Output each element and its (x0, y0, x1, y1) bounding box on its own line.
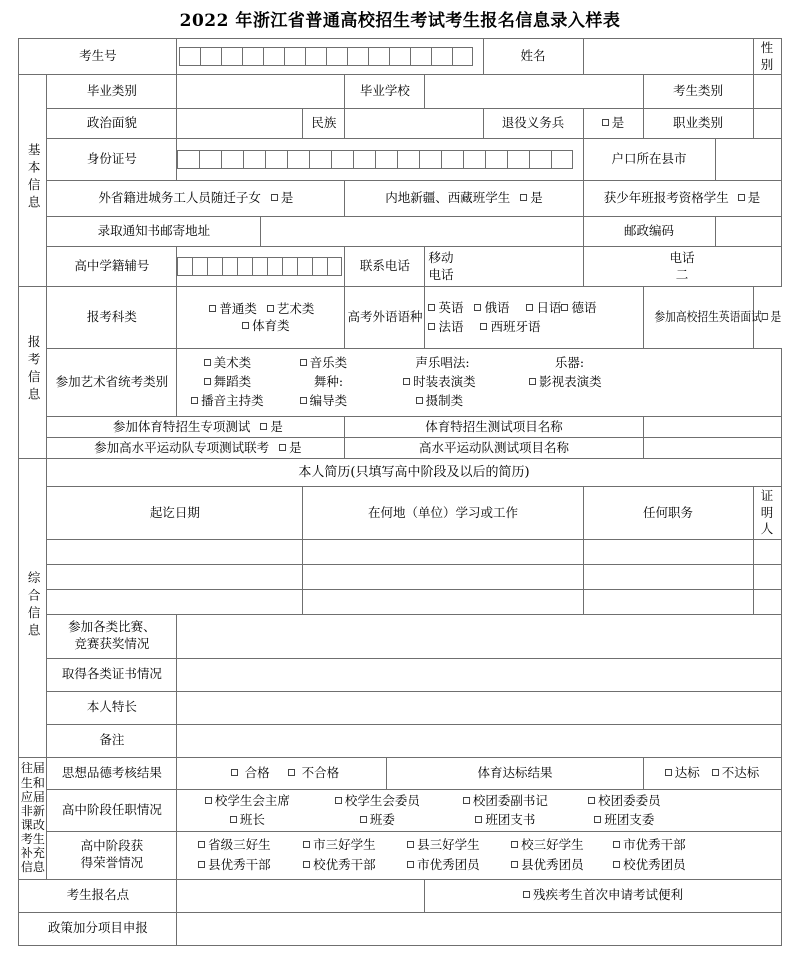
checkbox-icon[interactable] (561, 304, 568, 311)
honor-option-8-label: 县优秀团员 (521, 857, 584, 872)
honor-option-7-label: 市优秀团员 (417, 857, 480, 872)
id-number-boxes[interactable] (177, 150, 580, 169)
honor-option-2-label: 县三好学生 (417, 837, 480, 852)
student-no-label: 高中学籍辅号 (47, 247, 177, 287)
checkbox-icon[interactable] (712, 769, 719, 776)
sport-special-item-value[interactable] (643, 417, 781, 438)
resume-cell-witness[interactable] (753, 564, 781, 589)
checkbox-icon[interactable] (242, 322, 249, 329)
resume-cell-place[interactable] (303, 539, 583, 564)
art-option-dance[interactable] (181, 373, 273, 392)
highlevel-label: 参加高水平运动队专项测试联考 (94, 439, 270, 455)
migrant-label: 外省籍进城务工人员随迁子女 (98, 190, 261, 206)
policy-label: 政策加分项目申报 (19, 912, 177, 945)
moral-option-fail-label: 不合格 (301, 764, 340, 780)
row-sport-special (19, 417, 781, 438)
resume-cell-witness[interactable] (753, 589, 781, 614)
sport-special-item-label: 体育特招生测试项目名称 (345, 417, 643, 438)
honor-option-9[interactable] (599, 855, 699, 875)
row-honors (19, 831, 781, 879)
art-option-director[interactable] (273, 392, 373, 411)
resume-header-date: 起讫日期 (47, 487, 303, 540)
honor-option-8[interactable] (495, 855, 599, 875)
foreign-lang-label: 高考外语语种 (345, 287, 425, 349)
resume-cell-place[interactable] (303, 564, 583, 589)
post-col1 (181, 791, 313, 830)
art-option-film[interactable] (505, 373, 625, 392)
checkbox-icon[interactable] (428, 323, 435, 330)
resume-cell-post[interactable] (583, 539, 753, 564)
honor-option-0-label: 省级三好生 (208, 837, 271, 852)
checkbox-icon[interactable] (480, 323, 487, 330)
honor-option-4[interactable] (599, 835, 699, 855)
checkbox-icon[interactable] (205, 797, 212, 804)
resume-row (19, 539, 781, 564)
lang-option-3-label: 德语 (571, 300, 597, 316)
name-label: 姓名 (483, 39, 583, 75)
art-option-shoot[interactable] (373, 392, 505, 411)
row-policy-bonus (19, 912, 781, 945)
checkbox-icon[interactable] (511, 861, 518, 868)
checkbox-icon[interactable] (204, 378, 211, 385)
art-instrument-label: 乐器: (554, 355, 585, 371)
lang-option-5[interactable] (480, 318, 540, 336)
checkbox-icon[interactable] (416, 397, 423, 404)
political-label: 政治面貌 (47, 109, 177, 139)
subject-option-2-label: 体育类 (252, 317, 290, 333)
checkbox-icon[interactable] (335, 797, 342, 804)
honor-option-2[interactable] (391, 835, 495, 855)
resume-cell-post[interactable] (583, 564, 753, 589)
art-options-cell[interactable] (177, 349, 781, 417)
checkbox-icon[interactable] (360, 816, 367, 823)
section-label-supplement: 往届生和应届非新课改考生补充信息 (20, 761, 45, 875)
mail-addr-label: 录取通知书邮寄地址 (47, 217, 261, 247)
row-student-number (19, 247, 781, 287)
talent-label: 本人特长 (47, 691, 177, 724)
phone2-label-line1: 电话 (669, 249, 695, 265)
subject-options-cell[interactable] (177, 287, 345, 349)
highlevel-item-label: 高水平运动队测试项目名称 (345, 438, 643, 459)
art-option-music-label: 音乐类 (309, 355, 348, 371)
resume-cell-date[interactable] (47, 539, 303, 564)
award-label (47, 614, 177, 658)
art-option-broadcast[interactable] (181, 392, 273, 411)
resume-header-witness: 证明人 (753, 487, 781, 540)
political-value[interactable] (177, 109, 303, 139)
subject-option-1-label: 艺术类 (276, 301, 315, 316)
section-label-apply: 报考信息 (26, 335, 42, 406)
lang-option-2-label: 日语 (536, 300, 562, 316)
art-option-film-label: 影视表演类 (539, 374, 602, 390)
post-option-6[interactable] (441, 810, 569, 829)
lang-option-1-label: 俄语 (484, 300, 510, 316)
subject-label-text: 报考科类 (86, 309, 137, 325)
art-options-col4 (505, 354, 625, 410)
section-label-apply-cell (19, 287, 47, 459)
checkbox-icon[interactable] (288, 769, 295, 776)
site-label: 考生报名点 (19, 879, 177, 912)
highlevel-yes: 是 (289, 439, 302, 455)
section-label-comprehensive: 综合信息 (26, 570, 42, 641)
grad-school-label: 毕业学校 (345, 75, 425, 109)
exam-no-boxes[interactable] (179, 47, 480, 66)
highlevel-item-value[interactable] (643, 438, 781, 459)
row-remark (19, 724, 781, 757)
checkbox-icon[interactable] (613, 841, 620, 848)
honor-option-5[interactable] (181, 855, 287, 875)
row-resume-title (19, 459, 781, 487)
checkbox-icon[interactable] (523, 891, 530, 898)
sport-special-yes: 是 (270, 418, 283, 434)
youth-yes-label: 是 (747, 190, 761, 206)
checkbox-icon[interactable] (475, 816, 482, 823)
art-options-col2 (273, 354, 373, 410)
honor-label-line1: 高中阶段获 (80, 838, 144, 854)
post-col3 (441, 791, 569, 830)
checkbox-icon[interactable] (428, 304, 435, 311)
art-option-dance-label: 舞蹈类 (213, 374, 252, 390)
post-col4 (569, 791, 679, 830)
art-option-director-label: 编导类 (309, 392, 348, 408)
award-label-line2: 竞赛获奖情况 (74, 636, 150, 651)
section-label-basic-cell (19, 75, 47, 287)
name-value[interactable] (583, 39, 753, 75)
art-option-fashion[interactable] (373, 373, 505, 392)
migrant-yes-label: 是 (280, 190, 294, 206)
disabled-checkbox-cell[interactable] (425, 879, 781, 912)
policy-value[interactable] (177, 912, 781, 945)
checkbox-icon[interactable] (300, 397, 307, 404)
veteran-checkbox[interactable] (583, 109, 643, 139)
exam-no-boxes-cell[interactable] (177, 39, 483, 75)
hukou-label: 户口所在县市 (583, 139, 715, 181)
honor-label-line2: 得荣誉情况 (80, 855, 144, 870)
phone2-cell[interactable] (583, 247, 781, 287)
row-special-categories (19, 181, 781, 217)
mobile-phone-cell[interactable] (425, 247, 583, 287)
honor-option-1-label: 市三好学生 (313, 837, 376, 852)
checkbox-icon[interactable] (526, 304, 533, 311)
id-label: 身份证号 (47, 139, 177, 181)
honor-option-4-label: 市优秀干部 (623, 837, 686, 852)
row-awards (19, 614, 781, 658)
id-boxes-cell[interactable] (177, 139, 583, 181)
post-label: 高中阶段任职情况 (47, 789, 177, 831)
student-no-boxes[interactable] (177, 257, 342, 276)
post-option-4[interactable] (181, 810, 313, 829)
art-option-broadcast-label: 播音主持类 (201, 392, 264, 408)
post-option-2-label: 校团委副书记 (472, 792, 548, 808)
post-option-3-label: 校团委委员 (598, 792, 661, 808)
veteran-yes-label: 是 (611, 115, 625, 131)
talent-value[interactable] (177, 691, 781, 724)
pe-label: 体育达标结果 (387, 757, 643, 789)
art-options-col3 (373, 354, 505, 410)
section-label-comprehensive-cell (19, 459, 47, 758)
checkbox-icon[interactable] (204, 359, 211, 366)
checkbox-icon[interactable] (602, 119, 609, 126)
post-option-0-label: 校学生会主席 (214, 792, 290, 808)
subject-option-0[interactable] (209, 301, 257, 316)
row-high-level-team (19, 438, 781, 459)
art-option-fine-art[interactable] (181, 354, 273, 373)
resume-cell-post[interactable] (583, 589, 753, 614)
gender-label: 性别 (753, 39, 781, 75)
phone2-label-line2: 二 (675, 266, 689, 282)
post-options-cell[interactable] (177, 789, 781, 831)
checkbox-icon[interactable] (403, 378, 410, 385)
cand-type-value[interactable] (753, 75, 781, 109)
pe-option-pass-label: 达标 (674, 764, 700, 780)
row-graduation (19, 75, 781, 109)
foreign-lang-options-cell[interactable] (425, 287, 643, 349)
moral-option-fail[interactable] (288, 765, 340, 780)
honor-option-7[interactable] (391, 855, 495, 875)
mobile-label-line1: 移动 (428, 249, 454, 265)
resume-title: 本人简历(只填写高中阶段及以后的简历) (47, 459, 781, 487)
moral-option-pass[interactable] (231, 765, 270, 780)
pe-option-fail-label: 不达标 (721, 764, 760, 780)
resume-row (19, 564, 781, 589)
cand-type-label: 考生类别 (643, 75, 753, 109)
honor-col3 (391, 835, 495, 875)
checkbox-icon[interactable] (209, 305, 216, 312)
honor-col4 (495, 835, 599, 875)
art-option-music[interactable] (273, 354, 373, 373)
checkbox-icon[interactable] (407, 861, 414, 868)
honor-option-6-label: 校优秀干部 (313, 857, 376, 872)
checkbox-icon[interactable] (279, 444, 286, 451)
highlevel-cell[interactable] (47, 438, 345, 459)
youth-label: 获少年班报考资格学生 (603, 190, 729, 206)
art-option-shoot-label: 摄制类 (425, 392, 464, 408)
subject-option-2[interactable] (242, 318, 290, 333)
lang-option-0-label: 英语 (438, 300, 464, 316)
lang-option-1[interactable] (474, 299, 526, 317)
honor-options-cell[interactable] (177, 831, 781, 879)
honor-option-3-label: 校三好学生 (521, 837, 584, 852)
site-value[interactable] (177, 879, 425, 912)
honor-option-5-label: 县优秀干部 (208, 857, 271, 872)
lang-option-4-label: 法语 (438, 318, 464, 334)
migrant-checkbox-cell[interactable] (47, 181, 345, 217)
xinjiang-label: 内地新疆、西藏班学生 (385, 190, 511, 206)
row-moral-pe (19, 757, 781, 789)
resume-header-place: 在何地（单位）学习或工作 (303, 487, 583, 540)
row-positions (19, 789, 781, 831)
row-resume-headers (19, 487, 781, 540)
resume-header-post: 任何职务 (583, 487, 753, 540)
lang-option-4[interactable] (428, 318, 480, 336)
contact-label: 联系电话 (345, 247, 425, 287)
remark-label: 备注 (47, 724, 177, 757)
english-interview-cell[interactable] (643, 287, 781, 349)
youth-checkbox-cell[interactable] (583, 181, 781, 217)
checkbox-icon[interactable] (594, 816, 601, 823)
row-exam-site (19, 879, 781, 912)
checkbox-icon[interactable] (300, 359, 307, 366)
post-option-5-label: 班委 (369, 812, 395, 827)
section-label-basic: 基本信息 (26, 143, 42, 214)
sport-special-cell[interactable] (47, 417, 345, 438)
honor-option-9-label: 校优秀团员 (623, 857, 686, 872)
resume-cell-place[interactable] (303, 589, 583, 614)
lang-option-2[interactable] (526, 299, 561, 317)
resume-cell-date[interactable] (47, 564, 303, 589)
checkbox-icon[interactable] (191, 397, 198, 404)
veteran-label: 退役义务兵 (483, 109, 583, 139)
honor-option-3[interactable] (495, 835, 599, 855)
postcode-label: 邮政编码 (583, 217, 715, 247)
english-interview-yes: 是 (769, 309, 781, 325)
honor-col5 (599, 835, 699, 875)
art-option-fine-art-label: 美术类 (213, 355, 252, 371)
resume-cell-witness[interactable] (753, 539, 781, 564)
ethnic-value[interactable] (345, 109, 483, 139)
cert-label: 取得各类证书情况 (47, 658, 177, 691)
checkbox-icon[interactable] (267, 305, 274, 312)
lang-option-0[interactable] (428, 299, 474, 317)
checkbox-icon[interactable] (520, 194, 527, 201)
art-exam-label: 参加艺术省统考类别 (47, 349, 177, 417)
honor-label (47, 831, 177, 879)
row-political (19, 109, 781, 139)
honor-col1 (181, 835, 287, 875)
art-dance-type-label: 舞种: (313, 374, 344, 390)
subject-label (47, 287, 177, 349)
row-art-exam (19, 349, 781, 417)
exam-no-label: 考生号 (19, 39, 177, 75)
registration-form-table (18, 38, 781, 946)
checkbox-icon[interactable] (588, 797, 595, 804)
post-option-6-label: 班团支书 (485, 812, 536, 827)
art-option-fashion-label: 时装表演类 (413, 374, 476, 390)
student-no-boxes-cell[interactable] (177, 247, 345, 287)
occupation-value[interactable] (753, 109, 781, 139)
remark-value[interactable] (177, 724, 781, 757)
moral-option-pass-label: 合格 (244, 764, 270, 780)
mail-addr-value[interactable] (261, 217, 583, 247)
mobile-label-line2: 电话 (428, 266, 454, 282)
hukou-value[interactable] (715, 139, 781, 181)
post-option-1[interactable] (313, 791, 441, 810)
checkbox-icon[interactable] (761, 313, 767, 320)
checkbox-icon[interactable] (738, 194, 745, 201)
award-value[interactable] (177, 614, 781, 658)
xinjiang-checkbox-cell[interactable] (345, 181, 583, 217)
moral-label: 思想品德考核结果 (47, 757, 177, 789)
resume-row (19, 589, 781, 614)
post-option-2[interactable] (441, 791, 569, 810)
checkbox-icon[interactable] (271, 194, 278, 201)
section-label-supplement-cell (19, 757, 47, 879)
grad-type-value[interactable] (177, 75, 345, 109)
occupation-label: 职业类别 (643, 109, 753, 139)
checkbox-icon[interactable] (463, 797, 470, 804)
checkbox-icon[interactable] (529, 378, 536, 385)
moral-options-cell[interactable] (177, 757, 387, 789)
checkbox-icon[interactable] (198, 861, 205, 868)
honor-option-0[interactable] (181, 835, 287, 855)
lang-option-3[interactable] (561, 299, 607, 317)
post-option-0[interactable] (181, 791, 313, 810)
subject-option-1[interactable] (267, 301, 315, 316)
checkbox-icon[interactable] (407, 841, 414, 848)
cert-value[interactable] (177, 658, 781, 691)
art-vocal-label: 声乐唱法: (415, 355, 470, 371)
pe-options-cell[interactable] (643, 757, 781, 789)
post-option-1-label: 校学生会委员 (344, 792, 420, 808)
row-exam-number (19, 39, 781, 75)
row-certificates (19, 658, 781, 691)
checkbox-icon[interactable] (231, 769, 238, 776)
post-option-7[interactable] (569, 810, 679, 829)
honor-option-1[interactable] (287, 835, 391, 855)
checkbox-icon[interactable] (230, 816, 237, 823)
ethnic-label: 民族 (303, 109, 345, 139)
checkbox-icon[interactable] (303, 861, 310, 868)
honor-option-6[interactable] (287, 855, 391, 875)
post-option-3[interactable] (569, 791, 679, 810)
post-option-4-label: 班长 (239, 812, 265, 827)
checkbox-icon[interactable] (198, 841, 205, 848)
award-label-line1: 参加各类比赛、 (68, 619, 156, 635)
pe-option-pass[interactable] (665, 765, 700, 780)
subject-option-0-label: 普通类 (219, 301, 257, 316)
english-interview-label: 参加高校招生英语面试 (653, 309, 762, 325)
post-option-7-label: 班团支委 (604, 812, 655, 827)
row-subject-category (19, 287, 781, 349)
disabled-label: 残疾考生首次申请考试便利 (532, 887, 683, 903)
checkbox-icon[interactable] (303, 841, 310, 848)
post-col2 (313, 791, 441, 830)
checkbox-icon[interactable] (511, 841, 518, 848)
xinjiang-yes-label: 是 (530, 190, 543, 206)
honor-col2 (287, 835, 391, 875)
art-options-col1 (181, 354, 273, 410)
checkbox-icon[interactable] (474, 304, 481, 311)
grad-school-value[interactable] (425, 75, 643, 109)
checkbox-icon[interactable] (613, 861, 620, 868)
postcode-value[interactable] (715, 217, 781, 247)
grad-type-label: 毕业类别 (47, 75, 177, 109)
sport-special-label: 参加体育特招生专项测试 (112, 418, 251, 434)
page-title: 2022 年浙江省普通高校招生考试考生报名信息录入样表 (179, 11, 621, 31)
post-option-5[interactable] (313, 810, 441, 829)
checkbox-icon[interactable] (260, 423, 267, 430)
lang-option-5-label: 西班牙语 (490, 318, 541, 334)
row-mail-address (19, 217, 781, 247)
pe-option-fail[interactable] (712, 765, 760, 780)
resume-cell-date[interactable] (47, 589, 303, 614)
row-talent (19, 691, 781, 724)
row-id-number (19, 139, 781, 181)
checkbox-icon[interactable] (665, 769, 672, 776)
